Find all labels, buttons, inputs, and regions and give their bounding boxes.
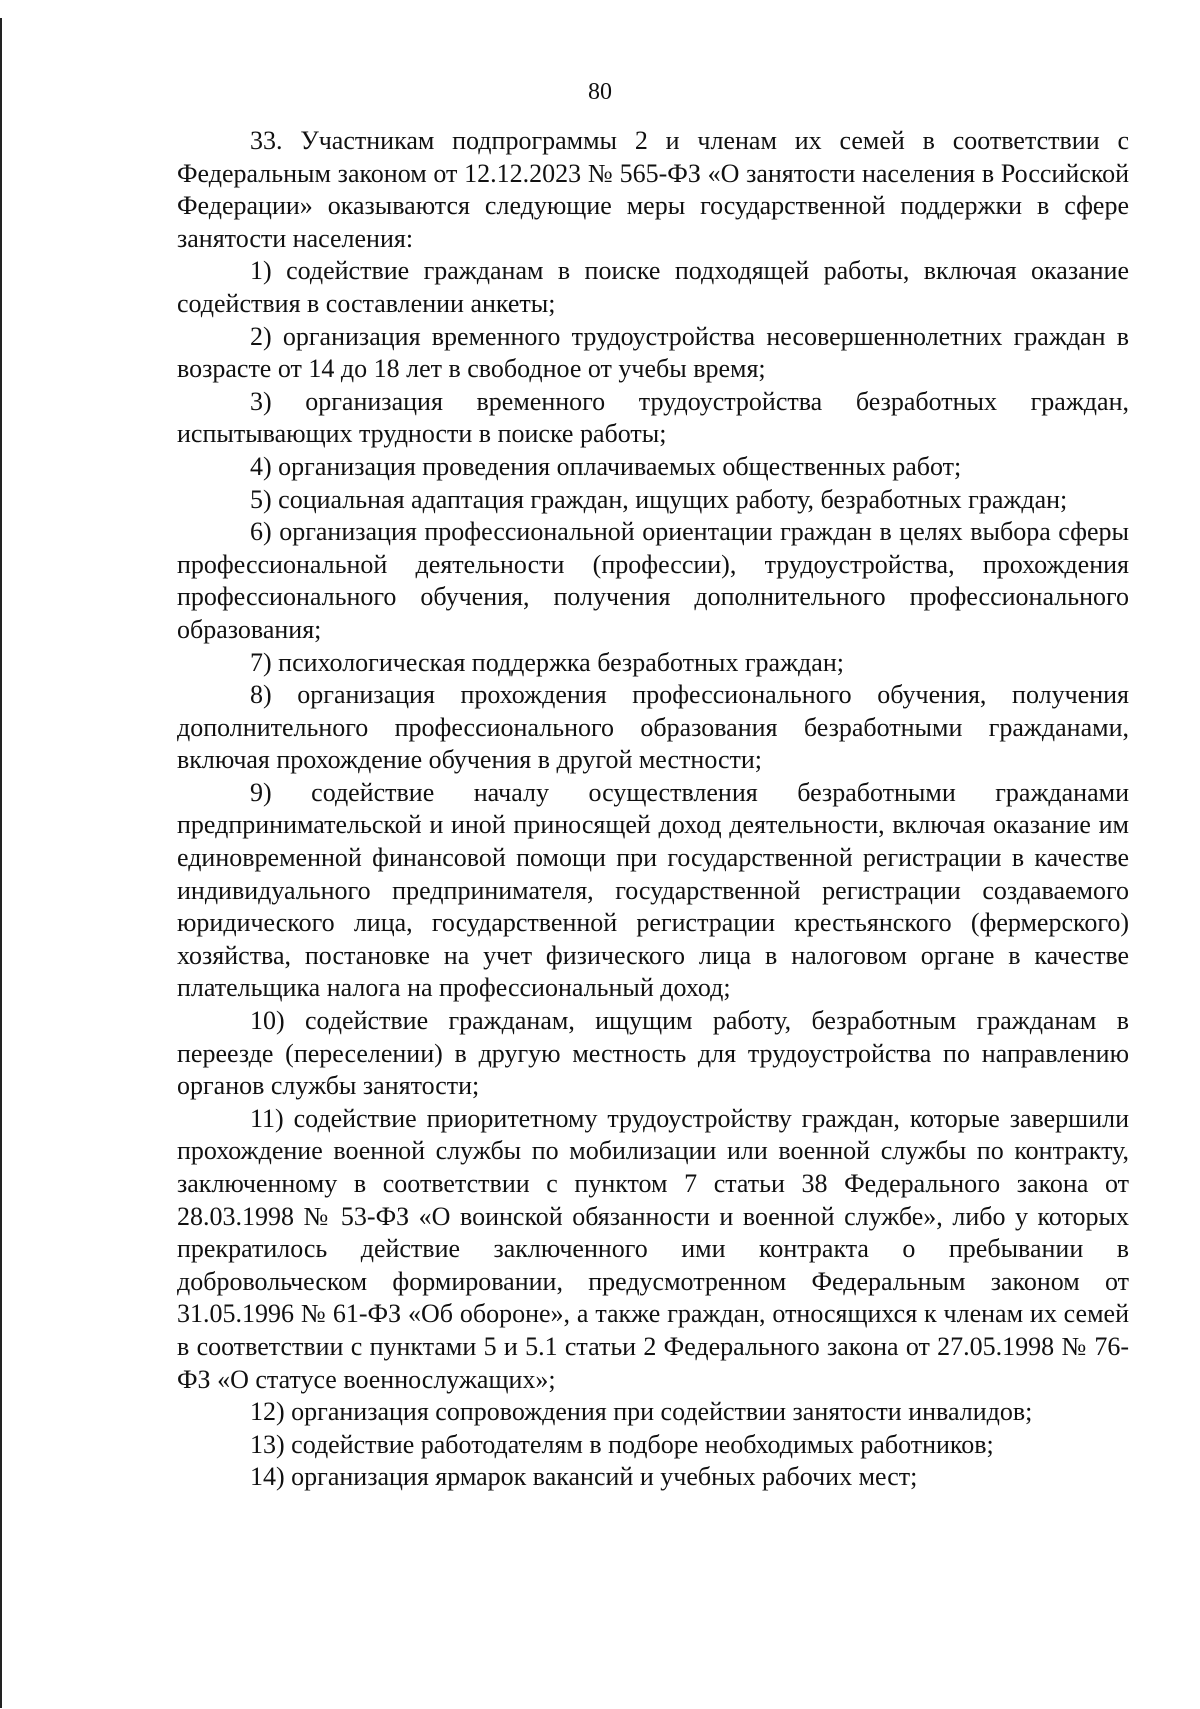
list-item-9: 9) содействие началу осуществления безработными гражданами предпринимательской и иной приносящей доход деятельности, включая оказание им единовременной финансовой помощи при государственной регистрации в качестве индивидуального предпринимателя, государственной регистрации создаваемого юридического лица, государственной регистрации крестьянского (фермерского) хозяйства, постановке на учет физического лица в налоговом органе в качестве плательщика налога на профессиональный доход; <box>177 777 1129 1003</box>
paragraph-33-intro: 33. Участникам подпрограммы 2 и членам их семей в соответствии с Федеральным законом от 12.12.2023 № 565-ФЗ «О занятости населения в Российской Федерации» оказываются следующие меры государственной поддержки в сфере занятости населения: <box>177 126 1129 253</box>
list-item-3: 3) организация временного трудоустройства безработных граждан, испытывающих трудности в поиске работы; <box>177 386 1129 449</box>
list-item-8: 8) организация прохождения профессионального обучения, получения дополнительного профессионального образования безработными гражданами, включая прохождение обучения в другой местности; <box>177 680 1129 775</box>
list-item-1: 1) содействие гражданам в поиске подходящей работы, включая оказание содействия в составлении анкеты; <box>177 256 1129 318</box>
list-item-11: 11) содействие приоритетному трудоустройству граждан, которые завершили прохождение военной службы по мобилизации или военной службы по контракту, заключенному в соответствии с пунктом 7 статьи 38 Федерального закона от 28.03.1998 № 53-ФЗ «О воинской обязанности и военной службе», либо у которых прекратилось действие заключенного ими контракта о пребывании в добровольческом формировании, предусмотренном Федеральным законом от 31.05.1996 № 61-ФЗ «Об обороне», а также граждан, относящихся к членам их семей в соответствии с пунктами 5 и 5.1 статьи 2 Федерального закона от 27.05.1998 № 76-ФЗ «О статусе военнослужащих»; <box>177 1103 1129 1394</box>
list-item-5: 5) социальная адаптация граждан, ищущих работу, безработных граждан; <box>250 484 1068 514</box>
list-item-2: 2) организация временного трудоустройства несовершеннолетних граждан в возрасте от 14 до 18 лет в свободное от учебы время; <box>177 321 1129 384</box>
scan-edge-line <box>0 18 2 1708</box>
list-item-14: 14) организация ярмарок вакансий и учебных рабочих мест; <box>250 1462 918 1492</box>
list-item-4: 4) организация проведения оплачиваемых общественных работ; <box>250 451 962 481</box>
list-item-13: 13) содействие работодателям в подборе необходимых работников; <box>250 1429 994 1459</box>
list-item-10: 10) содействие гражданам, ищущим работу, безработным гражданам в переезде (переселении) в другую местность для трудоустройства по направлению органов службы занятости; <box>177 1006 1129 1101</box>
page-number: 80 <box>588 79 612 105</box>
list-item-6: 6) организация профессиональной ориентации граждан в целях выбора сферы профессиональной деятельности (профессии), трудоустройства, прохождения профессионального обучения, получения дополнительного профессионального образования; <box>177 517 1129 644</box>
document-body <box>177 125 1129 1494</box>
list-item-12: 12) организация сопровождения при содействии занятости инвалидов; <box>250 1397 1033 1427</box>
list-item-7: 7) психологическая поддержка безработных граждан; <box>250 647 844 677</box>
